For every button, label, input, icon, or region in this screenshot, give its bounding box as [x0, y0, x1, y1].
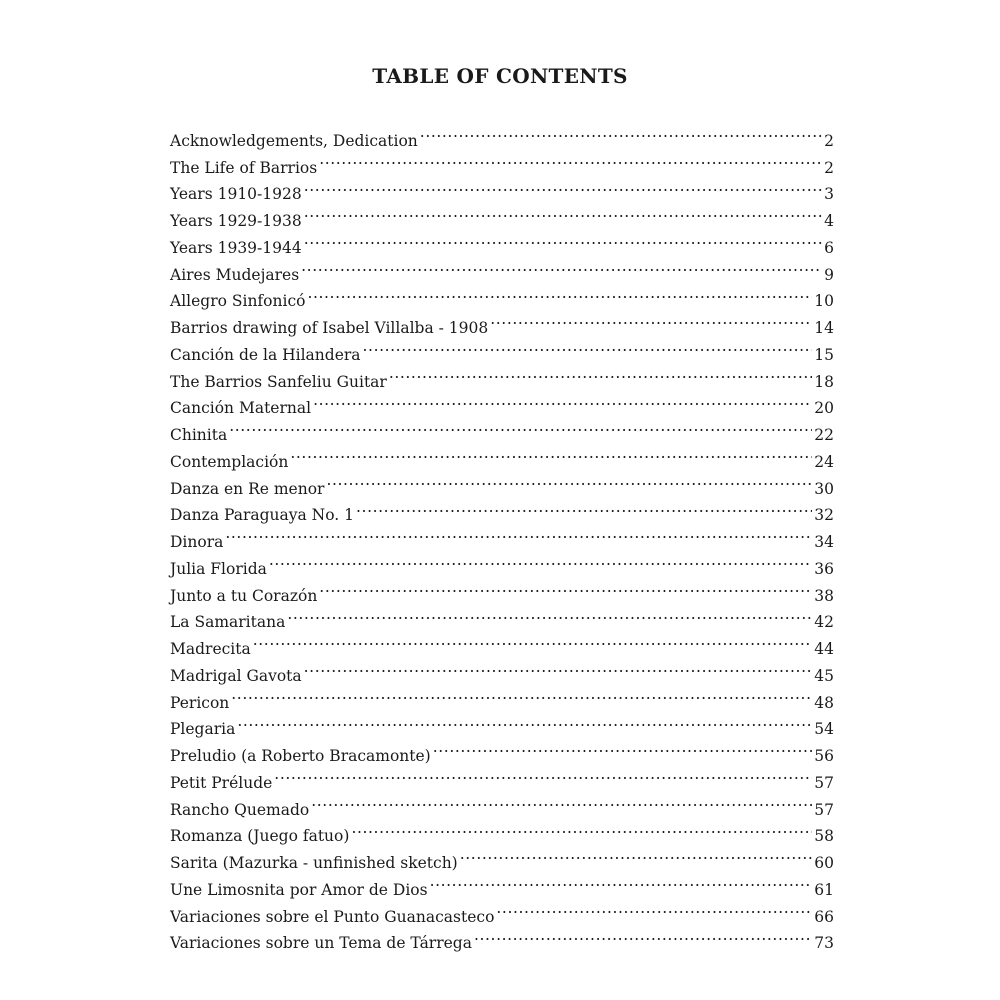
toc-entry-title: Years 1910-1928: [170, 185, 302, 204]
dot-leader: [307, 280, 812, 307]
toc-entry-page-number: 15: [814, 345, 834, 364]
toc-entry-page-number: 57: [814, 773, 834, 792]
dot-leader: [319, 146, 822, 173]
toc-entry-title: The Life of Barrios: [170, 158, 318, 177]
toc-entry-title: Years 1939-1944: [170, 238, 302, 257]
dot-leader: [313, 387, 812, 414]
dot-leader: [326, 467, 812, 494]
dot-leader: [389, 360, 812, 387]
toc-entry-title: Romanza (Juego fatuo): [170, 827, 350, 846]
toc-entry-page-number: 38: [814, 586, 834, 605]
toc-entry-title: Junto a tu Corazón: [170, 586, 318, 605]
toc-entry-title: Danza Paraguaya No. 1: [170, 506, 355, 525]
toc-entry-title: Plegaria: [170, 720, 236, 739]
toc-entry-page-number: 57: [814, 800, 834, 819]
toc-entry-page-number: 48: [814, 693, 834, 712]
dot-leader: [490, 306, 812, 333]
toc-entry-title: Pericon: [170, 693, 230, 712]
dot-leader: [304, 199, 822, 226]
dot-leader: [287, 601, 812, 628]
toc-entry-title: Julia Florida: [170, 559, 267, 578]
toc-entry-page-number: 22: [814, 426, 834, 444]
toc-entry-page-number: 66: [814, 907, 834, 926]
dot-leader: [430, 868, 813, 895]
toc-entry: [170, 547, 834, 578]
toc-entry-title: Variaciones sobre el Punto Guanacasteco: [170, 907, 495, 926]
dot-leader: [304, 654, 813, 681]
toc-entry-page-number: 14: [814, 319, 834, 337]
toc-entry-title: Allegro Sinfonicó: [170, 292, 306, 311]
toc-entry-page-number: 20: [814, 399, 834, 418]
toc-entry-title: Variaciones sobre un Tema de Tárrega: [170, 934, 472, 953]
toc-entry-title: Sarita (Mazurka - unfinished sketch): [170, 854, 458, 872]
toc-entry: [170, 574, 834, 605]
toc-entry-title: La Samaritana: [170, 613, 286, 632]
toc-entry-page-number: 58: [814, 827, 834, 846]
toc-entry-page-number: 3: [824, 185, 834, 204]
table-of-contents: [170, 119, 834, 953]
dot-leader: [304, 173, 822, 200]
toc-entry-page-number: 60: [814, 854, 834, 872]
toc-entry-title: Canción de la Hilandera: [170, 345, 361, 364]
toc-entry-page-number: 44: [814, 640, 834, 658]
toc-entry: [170, 413, 834, 444]
dot-leader: [460, 841, 813, 868]
toc-entry-page-number: 2: [824, 158, 834, 177]
toc-entry-page-number: 2: [824, 131, 834, 150]
toc-entry-page-number: 30: [814, 479, 834, 498]
toc-entry: [170, 440, 834, 471]
dot-leader: [274, 761, 812, 788]
dot-leader: [304, 226, 822, 253]
toc-entry-page-number: 36: [814, 559, 834, 578]
toc-entry: [170, 734, 834, 765]
dot-leader: [231, 681, 812, 708]
toc-entry-page-number: 54: [814, 720, 834, 739]
toc-entry-title: Petit Prélude: [170, 773, 273, 792]
toc-entry: [170, 520, 834, 551]
toc-entry-page-number: 61: [814, 880, 834, 899]
dot-leader: [253, 627, 813, 654]
toc-entry-page-number: 24: [814, 452, 834, 471]
dot-leader: [269, 547, 812, 574]
toc-entry-page-number: 9: [824, 265, 834, 284]
toc-entry-page-number: 42: [814, 613, 834, 632]
toc-entry-page-number: 73: [814, 934, 834, 953]
dot-leader: [420, 119, 822, 146]
toc-entry-title: Chinita: [170, 426, 228, 444]
toc-entry: [170, 627, 834, 658]
dot-leader: [351, 815, 812, 842]
toc-entry-page-number: 45: [814, 666, 834, 685]
dot-leader: [496, 895, 812, 922]
toc-entry-title: Contemplación: [170, 452, 289, 471]
toc-entry-title: Preludio (a Roberto Bracamonte): [170, 747, 431, 765]
toc-entry-page-number: 4: [824, 212, 834, 230]
toc-entry-page-number: 34: [814, 533, 834, 551]
dot-leader: [290, 440, 812, 467]
toc-entry-title: Madrecita: [170, 640, 251, 658]
dot-leader: [474, 922, 812, 949]
toc-entry-title: Canción Maternal: [170, 399, 312, 418]
dot-leader: [311, 788, 812, 815]
toc-entry: [170, 654, 834, 685]
toc-entry: [170, 681, 834, 712]
toc-entry: [170, 119, 834, 150]
toc-entry-title: The Barrios Sanfeliu Guitar: [170, 372, 387, 391]
dot-leader: [237, 708, 812, 735]
toc-entry-title: Aires Mudejares: [170, 265, 300, 284]
toc-entry: [170, 708, 834, 739]
dot-leader: [225, 520, 812, 547]
toc-entry-title: Acknowledgements, Dedication: [170, 131, 418, 150]
toc-entry-page-number: 6: [824, 238, 834, 257]
toc-entry-page-number: 18: [814, 372, 834, 391]
dot-leader: [363, 333, 813, 360]
toc-entry-title: Une Limosnita por Amor de Dios: [170, 880, 428, 899]
toc-entry-title: Madrigal Gavota: [170, 666, 302, 685]
dot-leader: [301, 253, 822, 280]
dot-leader: [229, 413, 812, 440]
toc-entry-title: Rancho Quemado: [170, 800, 310, 819]
toc-entry-page-number: 56: [814, 747, 834, 765]
dot-leader: [319, 574, 812, 601]
dot-leader: [356, 494, 812, 521]
toc-entry-title: Years 1929-1938: [170, 212, 302, 230]
toc-entry-title: Danza en Re menor: [170, 479, 325, 498]
toc-entry-page-number: 10: [814, 292, 834, 311]
toc-entry-title: Dinora: [170, 533, 224, 551]
dot-leader: [433, 734, 813, 761]
toc-entry-title: Barrios drawing of Isabel Villalba - 1908: [170, 319, 489, 337]
toc-entry-page-number: 32: [814, 506, 834, 525]
page-title: TABLE OF CONTENTS: [372, 64, 628, 88]
